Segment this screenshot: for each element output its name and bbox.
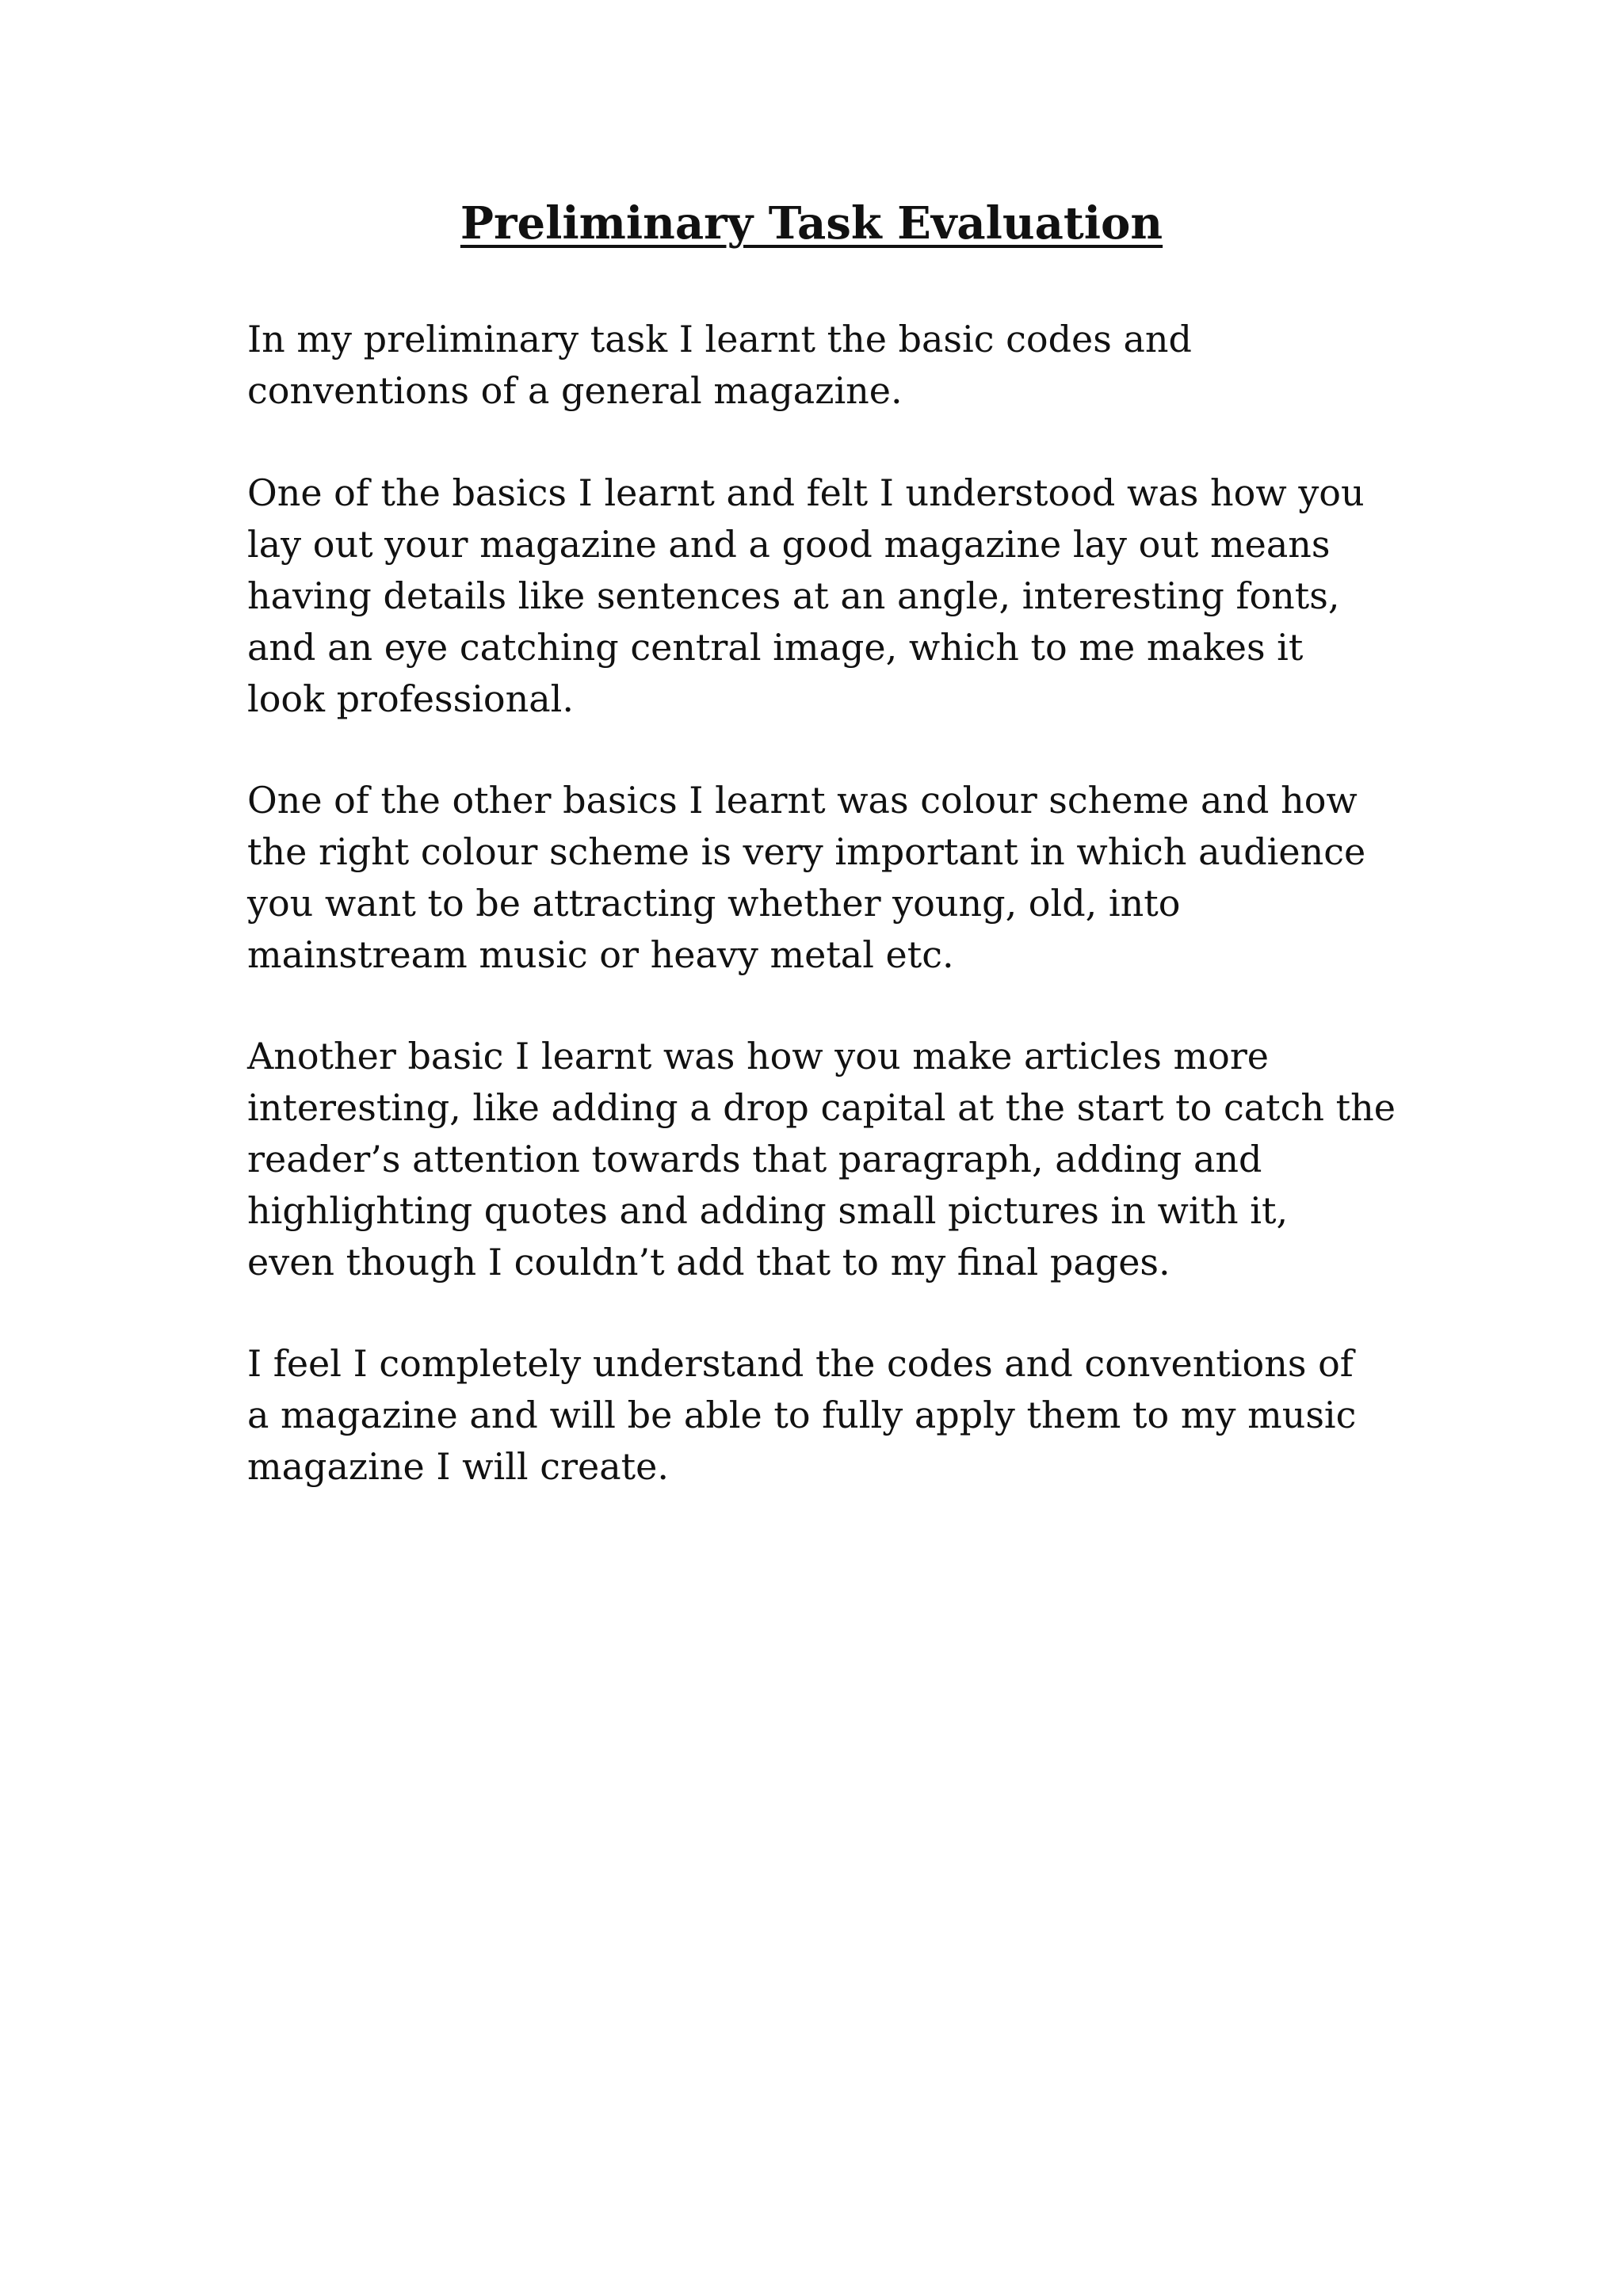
- text-line: highlighting quotes and adding small pictures in with it,: [247, 1189, 1289, 1232]
- text-line: the right colour scheme is very important in which audience: [247, 830, 1366, 873]
- text-line: you want to be attracting whether young, old, into: [247, 882, 1181, 925]
- page-title: Preliminary Task Evaluation: [460, 197, 1163, 250]
- text-line: conventions of a general magazine.: [247, 369, 903, 412]
- text-line: In my preliminary task I learnt the basic codes and: [247, 318, 1192, 360]
- text-line: I feel I completely understand the codes and conventions of: [247, 1342, 1354, 1385]
- text-line: a magazine and will be able to fully apply them to my music: [247, 1394, 1357, 1436]
- text-line: One of the basics I learnt and felt I understood was how you: [247, 471, 1365, 514]
- text-line: even though I couldn’t add that to my final pages.: [247, 1241, 1170, 1283]
- paragraph-4: [247, 1031, 1436, 1288]
- text-line: look professional.: [247, 677, 574, 720]
- text-line: reader’s attention towards that paragraph, adding and: [247, 1138, 1262, 1180]
- text-line: having details like sentences at an angle, interesting fonts,: [247, 574, 1340, 617]
- text-line: magazine I will create.: [247, 1445, 669, 1488]
- text-line: One of the other basics I learnt was colour scheme and how: [247, 779, 1358, 822]
- paragraph-3: [247, 775, 1436, 981]
- text-line: Another basic I learnt was how you make articles more: [247, 1035, 1270, 1077]
- text-line: lay out your magazine and a good magazine lay out means: [247, 523, 1331, 566]
- paragraph-5: [247, 1338, 1436, 1493]
- text-line: interesting, like adding a drop capital at the start to catch the: [247, 1086, 1396, 1129]
- paragraph-1: [247, 314, 1436, 417]
- text-line: mainstream music or heavy metal etc.: [247, 933, 954, 976]
- paragraph-2: [247, 467, 1436, 725]
- text-line: and an eye catching central image, which to me makes it: [247, 626, 1304, 669]
